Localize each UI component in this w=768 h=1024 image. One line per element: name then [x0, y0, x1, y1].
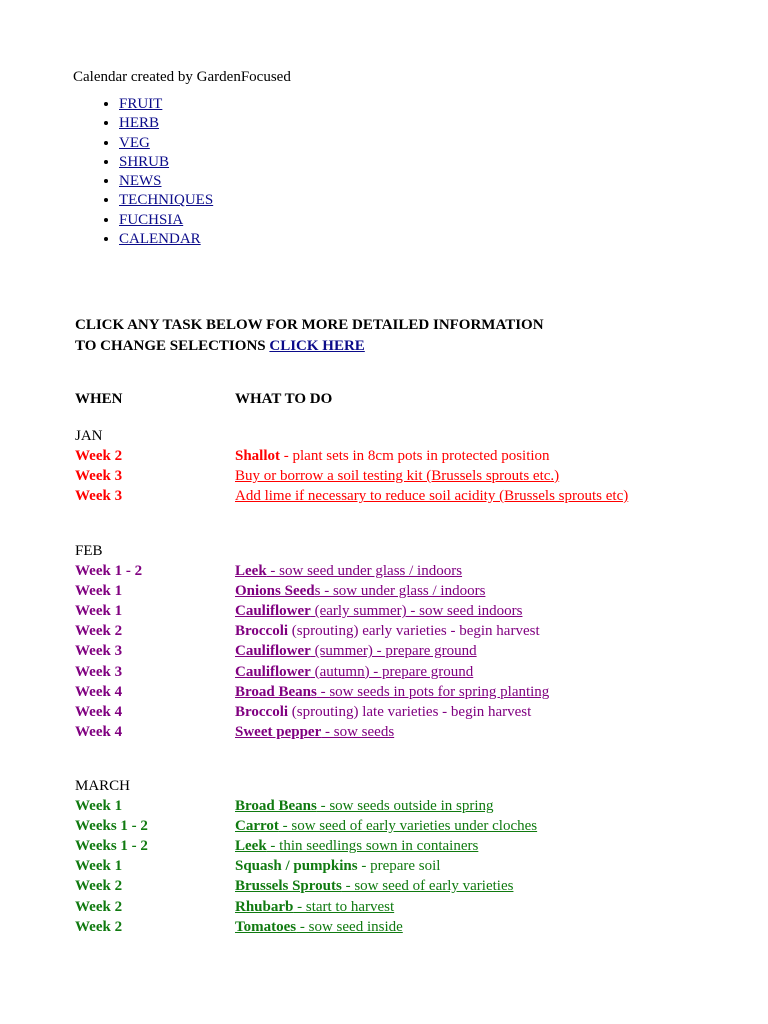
task-row [75, 447, 735, 467]
task-link[interactable] [235, 663, 473, 681]
task-plant-name: Squash / pumpkins [235, 858, 358, 875]
task-when: Week 2 [75, 878, 123, 895]
task-row [75, 467, 735, 487]
task-link[interactable] [235, 723, 394, 741]
info-line-2-prefix: TO CHANGE SELECTIONS [75, 338, 270, 354]
task-row [75, 837, 735, 857]
task-plant-name: Carrot [235, 818, 279, 835]
task-link[interactable] [235, 642, 477, 660]
info-line-1: CLICK ANY TASK BELOW FOR MORE DETAILED INFORMATION [75, 317, 544, 333]
task-link[interactable] [235, 602, 522, 620]
task-when: Week 1 [75, 583, 123, 600]
task-when: Week 1 [75, 798, 123, 814]
task-description: - sow seed inside [296, 918, 403, 935]
nav-link-fruit[interactable]: FRUIT [119, 96, 163, 112]
task-description: Add lime if necessary to reduce soil acidity (Brussels sprouts etc) [235, 488, 629, 505]
task-row [75, 703, 735, 723]
change-selections-link[interactable]: CLICK HERE [269, 338, 365, 354]
task-row [75, 642, 735, 662]
task-when: Week 4 [75, 683, 123, 700]
task-plant-name: Brussels Sprouts [235, 878, 342, 895]
task-when: Week 2 [75, 448, 123, 464]
nav-link-herb[interactable]: HERB [119, 115, 160, 132]
task-description: - sow seeds in pots for spring planting [316, 683, 550, 700]
task-plant-name: Onions Seed [235, 583, 315, 600]
task-row [75, 877, 735, 897]
task-row [75, 683, 735, 703]
task-when: Week 2 [75, 918, 123, 935]
task-link[interactable] [235, 487, 628, 505]
task-row [75, 562, 735, 582]
task-description: - start to harvest [293, 898, 395, 915]
task-plant-name: Leek [235, 838, 267, 855]
nav-item-calendar [119, 230, 213, 249]
month-heading-march: MARCH [75, 778, 131, 794]
task-when: Week 1 [75, 603, 123, 620]
task-description: - thin seedlings sown in containers [266, 838, 479, 855]
task-plant-name: Shallot [235, 448, 281, 464]
task-description: - sow seed of early varieties [341, 878, 514, 895]
task-row [75, 857, 735, 877]
task-row [75, 918, 735, 938]
task-row [75, 582, 735, 602]
task-when: Week 3 [75, 468, 123, 485]
nav-link-veg[interactable]: VEG [119, 134, 150, 151]
task-link[interactable] [235, 877, 513, 895]
task-when: Week 3 [75, 488, 123, 505]
task-plant-name: Broad Beans [235, 798, 317, 814]
task-row [75, 817, 735, 837]
task-link[interactable] [235, 562, 462, 580]
task-row [75, 797, 735, 817]
task-description: (summer) - prepare ground [310, 643, 477, 660]
task-when: Week 2 [75, 623, 123, 640]
task-description: - plant sets in 8cm pots in protected position [280, 448, 550, 464]
task-description: - sow seed under glass / indoors [266, 563, 463, 579]
task-description: - sow seed of early varieties under cloches [278, 818, 538, 835]
task-row [75, 487, 735, 507]
task-when: Week 4 [75, 703, 123, 720]
task-plant-name: Broad Beans [235, 683, 317, 700]
task-when: Weeks 1 - 2 [75, 838, 148, 855]
info-line-2 [75, 337, 365, 355]
nav-link-fuchsia[interactable]: FUCHSIA [119, 211, 184, 228]
task-row [75, 898, 735, 918]
task-link[interactable] [235, 918, 403, 936]
task-text [235, 447, 550, 465]
task-plant-name: Cauliflower [235, 663, 311, 680]
nav-link-techniques[interactable]: TECHNIQUES [119, 192, 214, 209]
task-plant-name: Leek [235, 563, 267, 579]
task-description: s - sow under glass / indoors [314, 583, 486, 600]
month-heading-feb: FEB [75, 543, 103, 559]
task-text [235, 857, 440, 875]
task-when: Week 3 [75, 643, 123, 660]
nav-item-veg [119, 134, 213, 153]
task-row [75, 622, 735, 642]
task-row [75, 723, 735, 743]
task-link[interactable] [235, 837, 478, 855]
task-link[interactable] [235, 683, 549, 701]
nav-link-calendar[interactable]: CALENDAR [119, 231, 201, 248]
task-text [235, 703, 531, 721]
task-plant-name: Tomatoes [235, 918, 297, 935]
what-column-header: WHAT TO DO [235, 391, 333, 407]
task-plant-name: Cauliflower [235, 643, 311, 660]
task-text [235, 622, 540, 640]
nav-item-shrub [119, 153, 213, 172]
month-heading-jan: JAN [75, 428, 103, 444]
calendar-credit: Calendar created by GardenFocused [73, 69, 291, 85]
task-when: Week 2 [75, 898, 123, 915]
task-link[interactable] [235, 898, 394, 916]
task-when: Week 3 [75, 663, 123, 680]
task-link[interactable] [235, 582, 485, 600]
task-plant-name: Cauliflower [235, 603, 311, 620]
task-description: (early summer) - sow seed indoors [310, 603, 523, 620]
task-description: (autumn) - prepare ground [310, 663, 474, 680]
when-column-header: WHEN [75, 391, 123, 407]
nav-item-fuchsia [119, 211, 213, 230]
task-plant-name: Sweet pepper [235, 723, 322, 740]
nav-item-news [119, 172, 213, 191]
nav-item-herb [119, 114, 213, 133]
nav-link-shrub[interactable]: SHRUB [119, 153, 170, 170]
task-when: Week 1 - 2 [75, 563, 143, 579]
task-link[interactable] [235, 467, 559, 485]
task-description: Buy or borrow a soil testing kit (Brussels sprouts etc.) [235, 468, 560, 485]
task-when: Week 4 [75, 723, 123, 740]
task-description: - prepare soil [357, 858, 441, 875]
task-when: Week 1 [75, 858, 123, 875]
task-description: (sprouting) early varieties - begin harvest [288, 623, 540, 640]
nav-item-fruit [119, 95, 213, 114]
task-description: - sow seeds outside in spring [316, 798, 494, 814]
task-plant-name: Rhubarb [235, 898, 294, 915]
task-link[interactable] [235, 817, 537, 835]
task-description: (sprouting) late varieties - begin harvest [288, 703, 532, 720]
nav-item-techniques [119, 191, 213, 210]
task-link[interactable] [235, 797, 493, 815]
task-description: - sow seeds [321, 723, 395, 740]
site-nav [73, 95, 213, 249]
task-plant-name: Broccoli [235, 703, 289, 720]
task-plant-name: Broccoli [235, 623, 289, 640]
task-row [75, 663, 735, 683]
task-when: Weeks 1 - 2 [75, 818, 148, 835]
nav-link-news[interactable]: NEWS [119, 173, 162, 190]
task-row [75, 602, 735, 622]
